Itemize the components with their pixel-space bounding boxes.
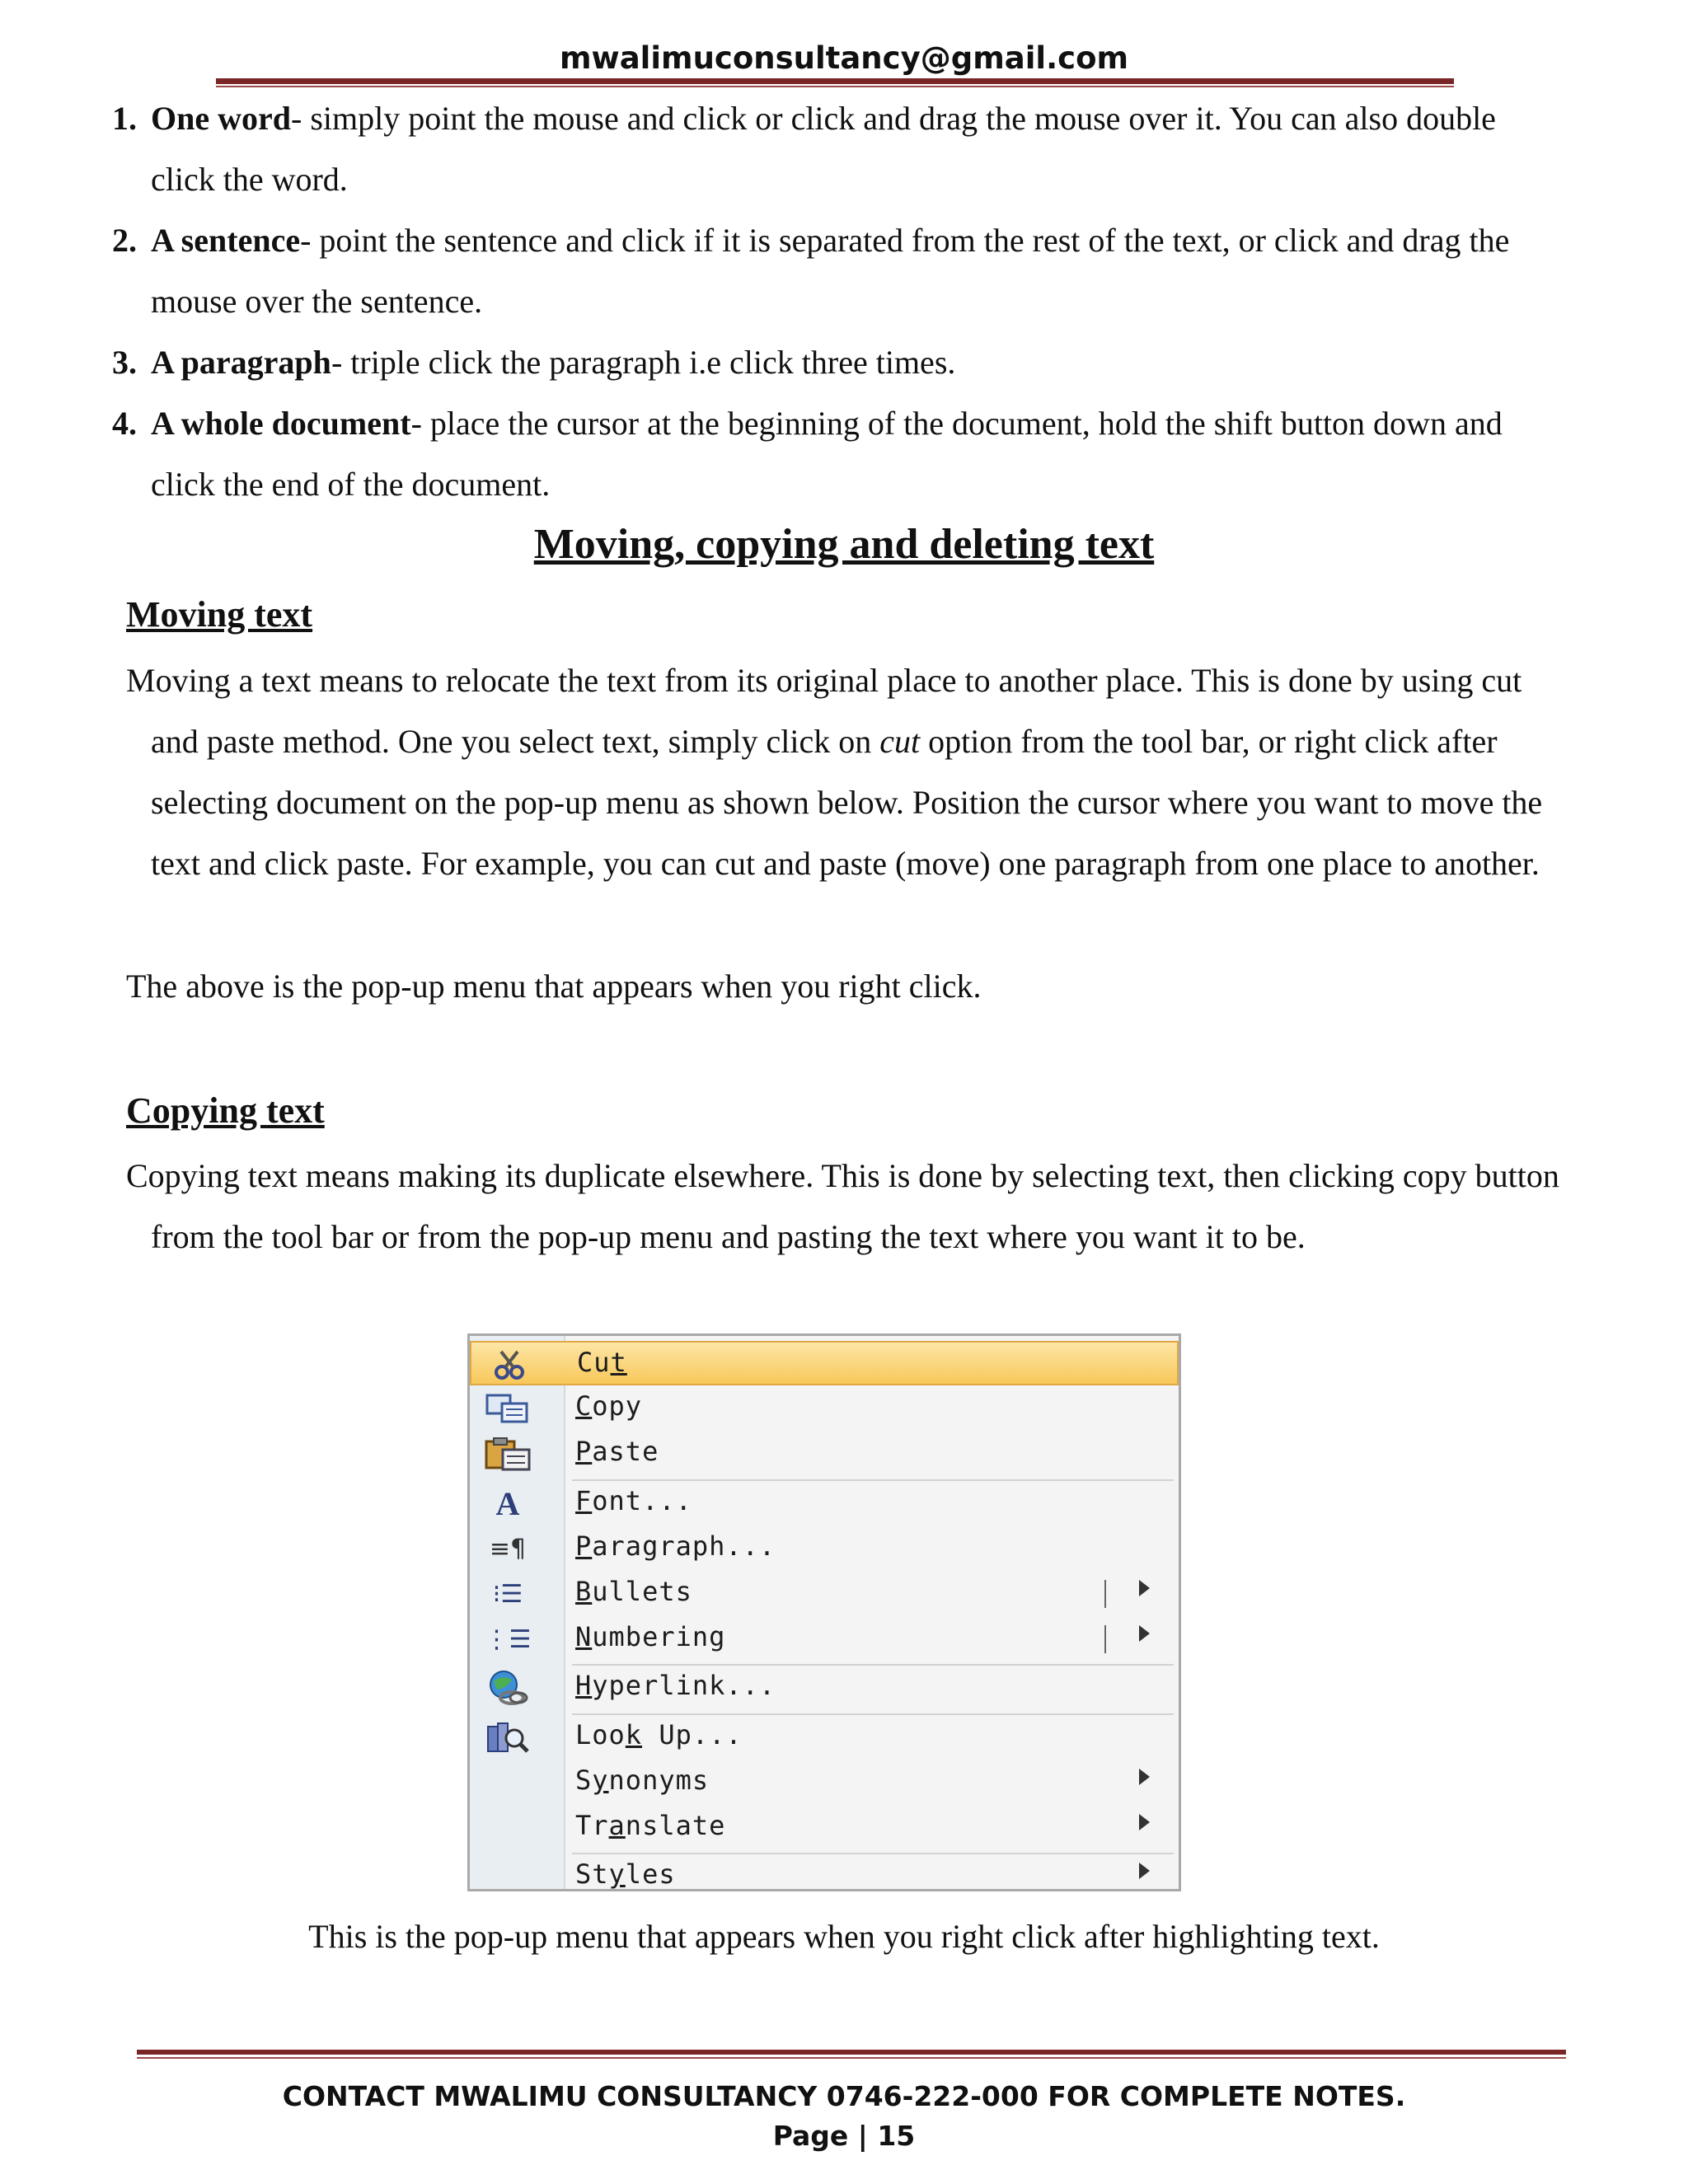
submenu-split-bar	[1104, 1625, 1106, 1653]
menu-label: Numbering	[575, 1621, 726, 1652]
submenu-arrow-icon	[1139, 1769, 1150, 1785]
menu-item-numbering[interactable]	[470, 1617, 1179, 1661]
header-email: mwalimuconsultancy@gmail.com	[559, 40, 1129, 76]
menu-label: Look Up...	[575, 1719, 743, 1750]
menu-label: Paragraph...	[575, 1530, 776, 1562]
footer-rule	[137, 2050, 1566, 2055]
submenu-split-bar	[1104, 1580, 1106, 1608]
header-rule-thin	[216, 86, 1454, 87]
list-item	[112, 393, 1538, 515]
list-number: 4.	[112, 405, 137, 442]
paragraph-icon: ≡¶	[489, 1534, 527, 1563]
list-item	[112, 88, 1538, 210]
selection-list	[112, 88, 1538, 515]
list-term: A sentence	[151, 222, 301, 259]
menu-item-paste[interactable]	[470, 1432, 1179, 1476]
figure-caption: This is the pop-up menu that appears when you right click after highlighting text.	[308, 1918, 1380, 1955]
moving-text-italic: cut	[879, 723, 921, 760]
page-number: Page | 15	[772, 2120, 916, 2152]
list-number: 1.	[112, 100, 137, 137]
font-icon: A	[495, 1484, 520, 1522]
section-heading: Moving, copying and deleting text	[533, 521, 1155, 568]
list-number: 3.	[112, 344, 137, 381]
copying-paragraph: Copying text means making its duplicate elsewhere. This is done by selecting text, then clicking copy button from the tool bar or from the pop-up menu and pasting the text where you want it to be.	[126, 1157, 1559, 1255]
menu-item-cut[interactable]	[470, 1341, 1179, 1385]
list-term: One word	[151, 100, 291, 137]
list-term: A paragraph	[151, 344, 331, 381]
header-rule	[216, 78, 1454, 84]
hyperlink-icon	[481, 1669, 534, 1707]
list-text: - triple click the paragraph i.e click three times.	[331, 344, 956, 381]
footer-rule-thin	[137, 2057, 1566, 2059]
list-item	[112, 332, 1538, 393]
list-item	[112, 210, 1538, 332]
list-term: A whole document	[151, 405, 411, 442]
menu-item-look-up[interactable]	[470, 1715, 1179, 1760]
list-text: - point the sentence and click if it is separated from the rest of the text, or click and drag the mouse over the sentence.	[151, 222, 1510, 320]
menu-label: Paste	[575, 1436, 659, 1467]
menu-label: Styles	[575, 1858, 676, 1890]
menu-label: Font...	[575, 1485, 692, 1516]
menu-label: Hyperlink...	[575, 1670, 776, 1701]
submenu-arrow-icon	[1139, 1625, 1150, 1642]
copying-heading: Copying text	[126, 1090, 325, 1131]
menu-item-translate[interactable]	[470, 1806, 1179, 1850]
menu-item-copy[interactable]	[470, 1386, 1179, 1431]
numbering-icon: ⋮☰	[484, 1624, 532, 1654]
menu-item-bullets[interactable]	[470, 1572, 1179, 1616]
moving-note: The above is the pop-up menu that appears when you right click.	[126, 968, 982, 1005]
submenu-arrow-icon	[1139, 1580, 1150, 1596]
menu-label: Cut	[577, 1347, 627, 1378]
moving-heading: Moving text	[126, 594, 313, 635]
context-menu	[467, 1333, 1181, 1891]
submenu-arrow-icon	[1139, 1814, 1150, 1830]
menu-label: Synonyms	[575, 1765, 710, 1796]
bullets-icon: ⁝☰	[492, 1579, 523, 1609]
menu-label: Copy	[575, 1390, 643, 1422]
list-text: - place the cursor at the beginning of the document, hold the shift button down and click the end of the document.	[151, 405, 1503, 503]
list-text: - simply point the mouse and click or click and drag the mouse over it. You can also double click the word.	[151, 100, 1496, 198]
menu-item-synonyms[interactable]	[470, 1760, 1179, 1805]
menu-label: Translate	[575, 1810, 726, 1841]
copy-icon	[481, 1390, 534, 1427]
menu-item-paragraph[interactable]	[470, 1526, 1179, 1571]
list-number: 2.	[112, 222, 137, 259]
moving-text-2: option from the tool bar, or right click after selecting document on the pop-up menu as shown below. Position the cursor where you want to move the text and click paste. For example, you can cut and paste (move) one paragraph from one place to another.	[151, 723, 1543, 882]
lookup-icon	[481, 1718, 534, 1756]
scissors-icon	[483, 1346, 536, 1384]
menu-item-font[interactable]	[470, 1481, 1179, 1526]
menu-item-hyperlink[interactable]	[470, 1666, 1179, 1710]
menu-item-styles[interactable]	[470, 1854, 1179, 1899]
submenu-arrow-icon	[1139, 1863, 1150, 1879]
paste-icon	[481, 1435, 534, 1473]
moving-paragraph	[126, 650, 1568, 894]
menu-label: Bullets	[575, 1576, 692, 1607]
footer-contact: CONTACT MWALIMU CONSULTANCY 0746-222-000 FOR COMPLETE NOTES.	[282, 2080, 1406, 2112]
moving-text-1: Moving a text means to relocate the text from its original place to another place. This is done by using cut and paste method. One you select text, simply click on	[126, 662, 1522, 760]
